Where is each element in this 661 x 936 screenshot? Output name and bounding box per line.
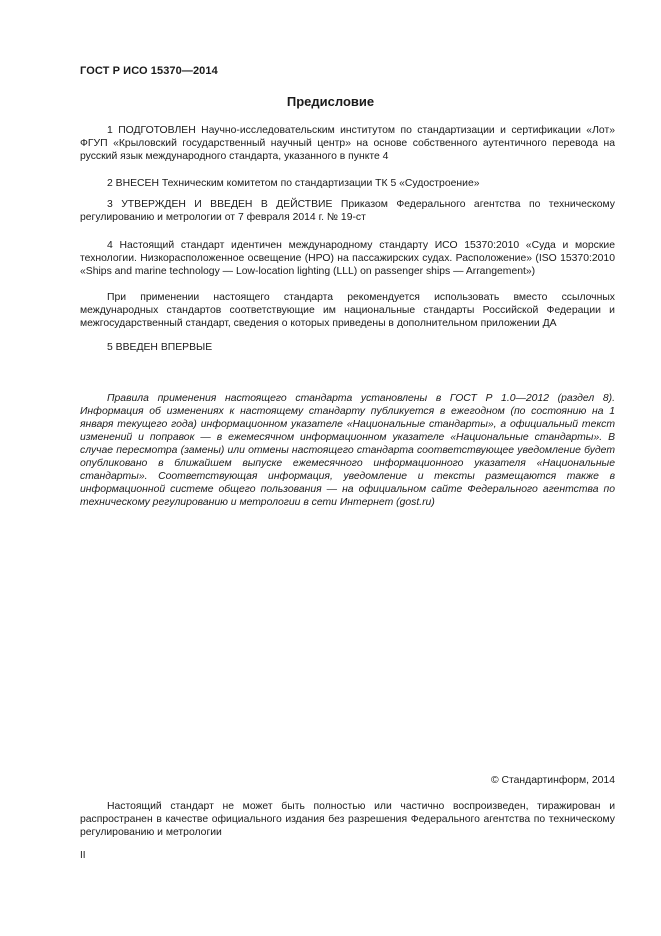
page-title: Предисловие [286, 94, 375, 109]
paragraph-first-introduced: 5 ВВЕДЕН ВПЕРВЫЕ [107, 342, 213, 353]
paragraph-approved: 3 УТВЕРЖДЕН И ВВЕДЕН В ДЕЙСТВИЕ Приказом Федерального агентства по техническому регулированию и метрологии от 7 февраля 2014 г. № 19-ст [80, 199, 615, 223]
paragraph-references: При применении настоящего стандарта рекомендуется использовать вместо ссылочных международных стандартов соответствующие им национальные стандарты Российской Федерации и межгосударственный стандарт, сведения о которых приведены в дополнительном приложении ДА [80, 292, 615, 329]
page-number: II [80, 850, 86, 861]
copyright: © Стандартинформ, 2014 [490, 775, 615, 786]
paragraph-prepared: 1 ПОДГОТОВЛЕН Научно-исследовательским институтом по стандартизации и сертификации «Лот» ФГУП «Крыловский государственный научный центр» на основе собственного аутентичного перевода на русский язык международного стандарта, указанного в пункте 4 [80, 125, 615, 162]
document-header: ГОСТ Р ИСО 15370—2014 [80, 65, 218, 77]
application-rules-notice: Правила применения настоящего стандарта установлены в ГОСТ Р 1.0—2012 (раздел 8). Информация об изменениях к настоящему стандарту публикуется в ежегодном (по состоянию на 1 января текущего года) информационном указателе «Национальные стандарты», а официальный текст изменений и поправок — в ежемесячном информационном указателе «Национальные стандарты». В случае пересмотра (замены) или отмены настоящего стандарта соответствующее уведомление будет опубликовано в ближайшем выпуске ежемесячного информационного указателя «Национальные стандарты». Соответствующая информация, уведомление и тексты размещаются также в информационной системе общего пользования — на официальном сайте Федерального агентства по техническому регулированию и метрологии в сети Интернет (gost.ru) [80, 393, 615, 508]
reproduction-notice: Настоящий стандарт не может быть полностью или частично воспроизведен, тиражирован и распространен в качестве официального издания без разрешения Федерального агентства по техническому регулированию и метрологии [80, 801, 615, 838]
paragraph-identical: 4 Настоящий стандарт идентичен международному стандарту ИСО 15370:2010 «Суда и морские технологии. Низкорасположенное освещение (НРО) на пассажирских судах. Расположение» (ISO 15370:2010 «Ships and marine technology — Low-location lighting (LLL) on passenger ships — Arrangement») [80, 240, 615, 277]
paragraph-introduced: 2 ВНЕСЕН Техническим комитетом по стандартизации ТК 5 «Судостроение» [107, 178, 480, 189]
